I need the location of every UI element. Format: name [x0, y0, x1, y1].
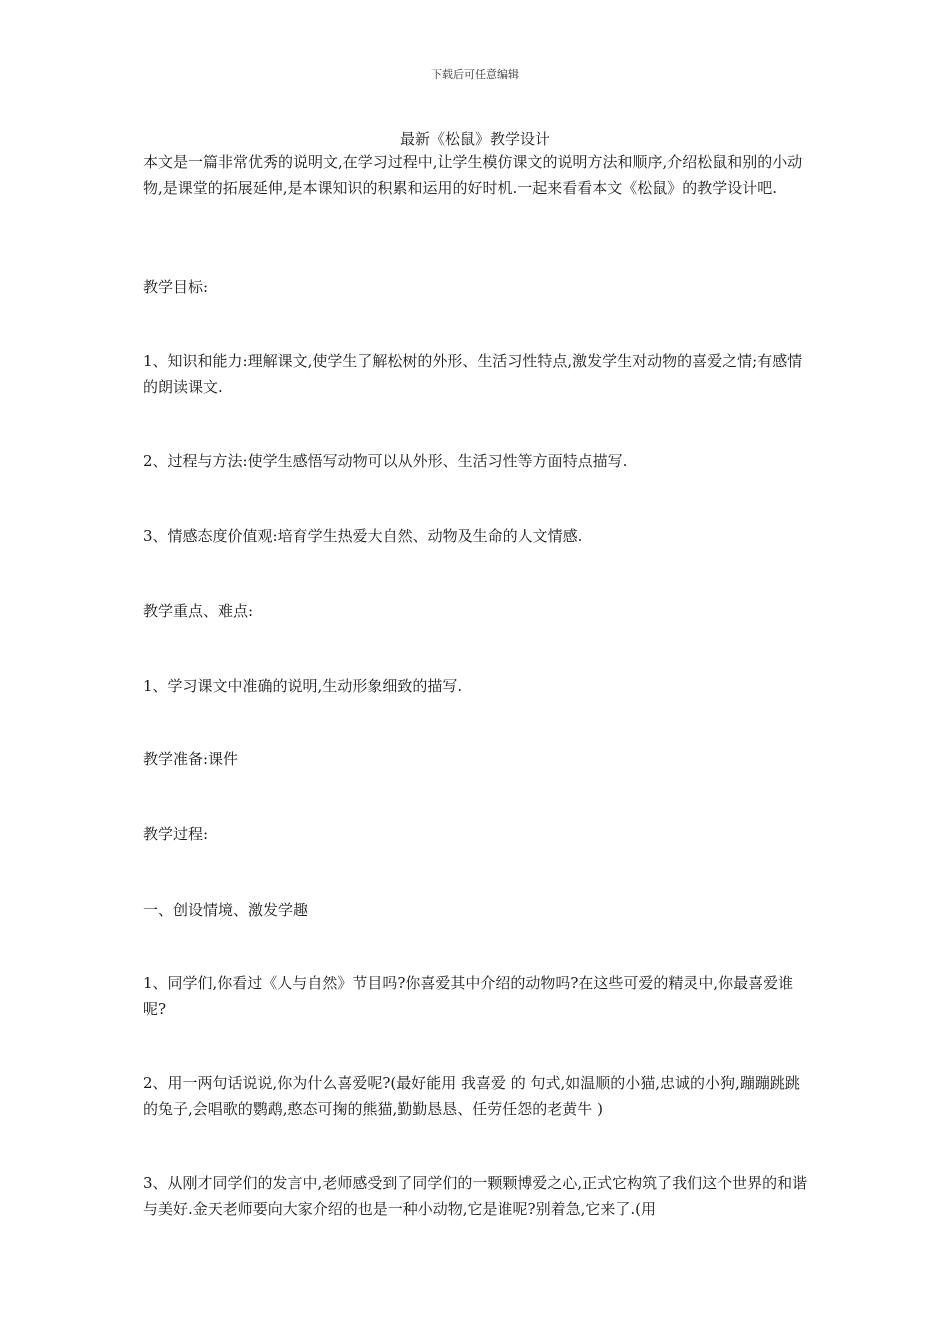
- goal-item-2: 2、过程与方法:使学生感悟写动物可以从外形、生活习性等方面特点描写.: [143, 452, 628, 470]
- page-header-note: 下载后可任意编辑: [431, 68, 519, 81]
- preparation-line: 教学准备:课件: [143, 750, 239, 768]
- process-step-2: 2、用一两句话说说,你为什么喜爱呢?(最好能用 我喜爱 的 句式,如温顺的小猫,忠诚的小狗,蹦蹦跳跳的兔子,会唱歌的鹦鹉,憨态可掬的熊猫,勤勤恳恳、任劳任怨的老黄牛 ): [143, 1074, 800, 1118]
- process-step-1: 1、同学们,你看过《人与自然》节目吗?你喜爱其中介绍的动物吗?在这些可爱的精灵中,你最喜爱谁呢?: [143, 974, 794, 1018]
- goals-heading: 教学目标:: [143, 278, 209, 296]
- goal-item-1: 1、知识和能力:理解课文,使学生了解松树的外形、生活习性特点,激发学生对动物的喜爱之情;有感情的朗读课文.: [143, 352, 803, 396]
- goal-item-3: 3、情感态度价值观:培育学生热爱大自然、动物及生命的人文情感.: [143, 527, 583, 545]
- process-heading: 教学过程:: [143, 825, 209, 843]
- section-1-heading: 一、创设情境、激发学趣: [143, 901, 309, 919]
- focus-item-1: 1、学习课文中准确的说明,生动形象细致的描写.: [143, 677, 463, 695]
- process-step-3: 3、从刚才同学们的发言中,老师感受到了同学们的一颗颗博爱之心,正式它构筑了我们这个世界的和谐与美好.金天老师要向大家介绍的也是一种小动物,它是谁呢?别着急,它来了.(用: [143, 1174, 808, 1218]
- focus-heading: 教学重点、难点:: [143, 602, 254, 620]
- document-title: 最新《松鼠》教学设计: [399, 130, 550, 148]
- intro-paragraph: 本文是一篇非常优秀的说明文,在学习过程中,让学生模仿课文的说明方法和顺序,介绍松鼠和别的小动物,是课堂的拓展延伸,是本课知识的积累和运用的好时机.一起来看看本文《松鼠》的教学设计吧.: [143, 153, 803, 197]
